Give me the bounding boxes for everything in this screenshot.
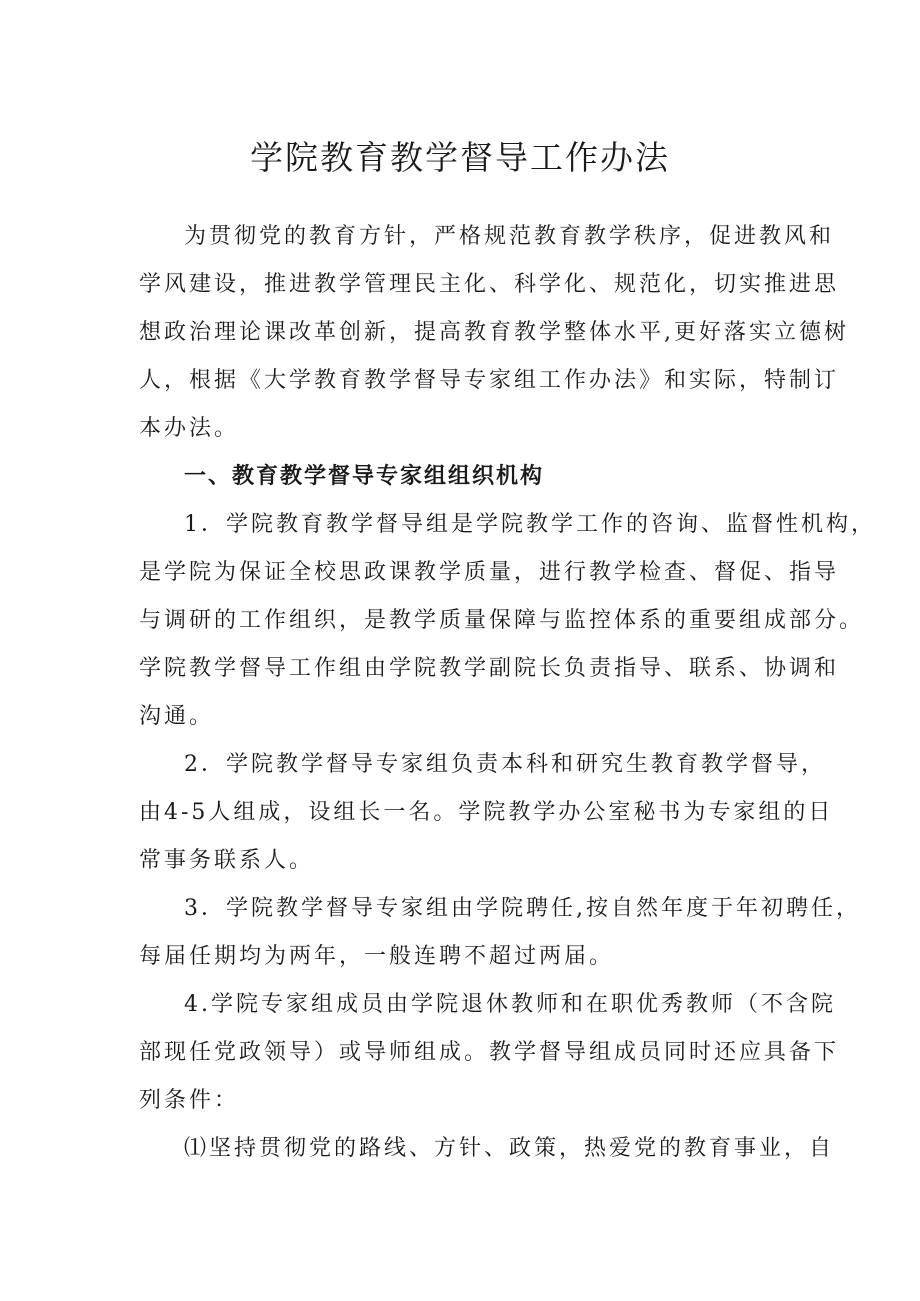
item4-line: 列条件： [139, 1088, 240, 1113]
item3-line: 3．学院教学督导专家组由学院聘任,按自然年度于年初聘任， [184, 896, 861, 921]
item1-line: 是学院为保证全校思政课教学质量，进行教学检查、督促、指导 [139, 560, 840, 585]
item2-line: 由4-5人组成，设组长一名。学院教学办公室秘书为专家组的日 [139, 800, 834, 825]
item1-line: 学院教学督导工作组由学院教学副院长负责指导、联系、协调和 [139, 656, 840, 681]
item4-line: 部现任党政领导）或导师组成。教学督导组成员同时还应具备下 [139, 1040, 840, 1065]
intro-line: 想政治理论课改革创新，提高教育教学整体水平,更好落实立德树 [139, 320, 849, 345]
item1-line: 与调研的工作组织，是教学质量保障与监控体系的重要组成部分。 [139, 608, 865, 633]
item3-line: 每届任期均为两年，一般连聘不超过两届。 [139, 944, 615, 969]
intro-line: 人，根据《大学教育教学督导专家组工作办法》和实际，特制订 [139, 368, 840, 393]
intro-line: 学风建设，推进教学管理民主化、科学化、规范化，切实推进思 [139, 272, 840, 297]
item1-line: 沟通。 [139, 704, 215, 729]
intro-line: 为贯彻党的教育方针，严格规范教育教学秩序，促进教风和 [184, 224, 835, 249]
item1-line: 1．学院教育教学督导组是学院教学工作的咨询、监督性机构， [184, 512, 876, 537]
item4-sub1-line: ⑴坚持贯彻党的路线、方针、政策，热爱党的教育事业，自 [184, 1136, 835, 1161]
section-heading: 一、教育教学督导专家组组织机构 [184, 464, 545, 489]
document-title: 学院教育教学督导工作办法 [250, 138, 670, 177]
intro-line: 本办法。 [139, 416, 240, 441]
item2-line: 2．学院教学督导专家组负责本科和研究生教育教学督导， [184, 752, 826, 777]
item4-line: 4.学院专家组成员由学院退休教师和在职优秀教师（不含院 [184, 992, 836, 1017]
item2-line: 常事务联系人。 [139, 848, 315, 873]
